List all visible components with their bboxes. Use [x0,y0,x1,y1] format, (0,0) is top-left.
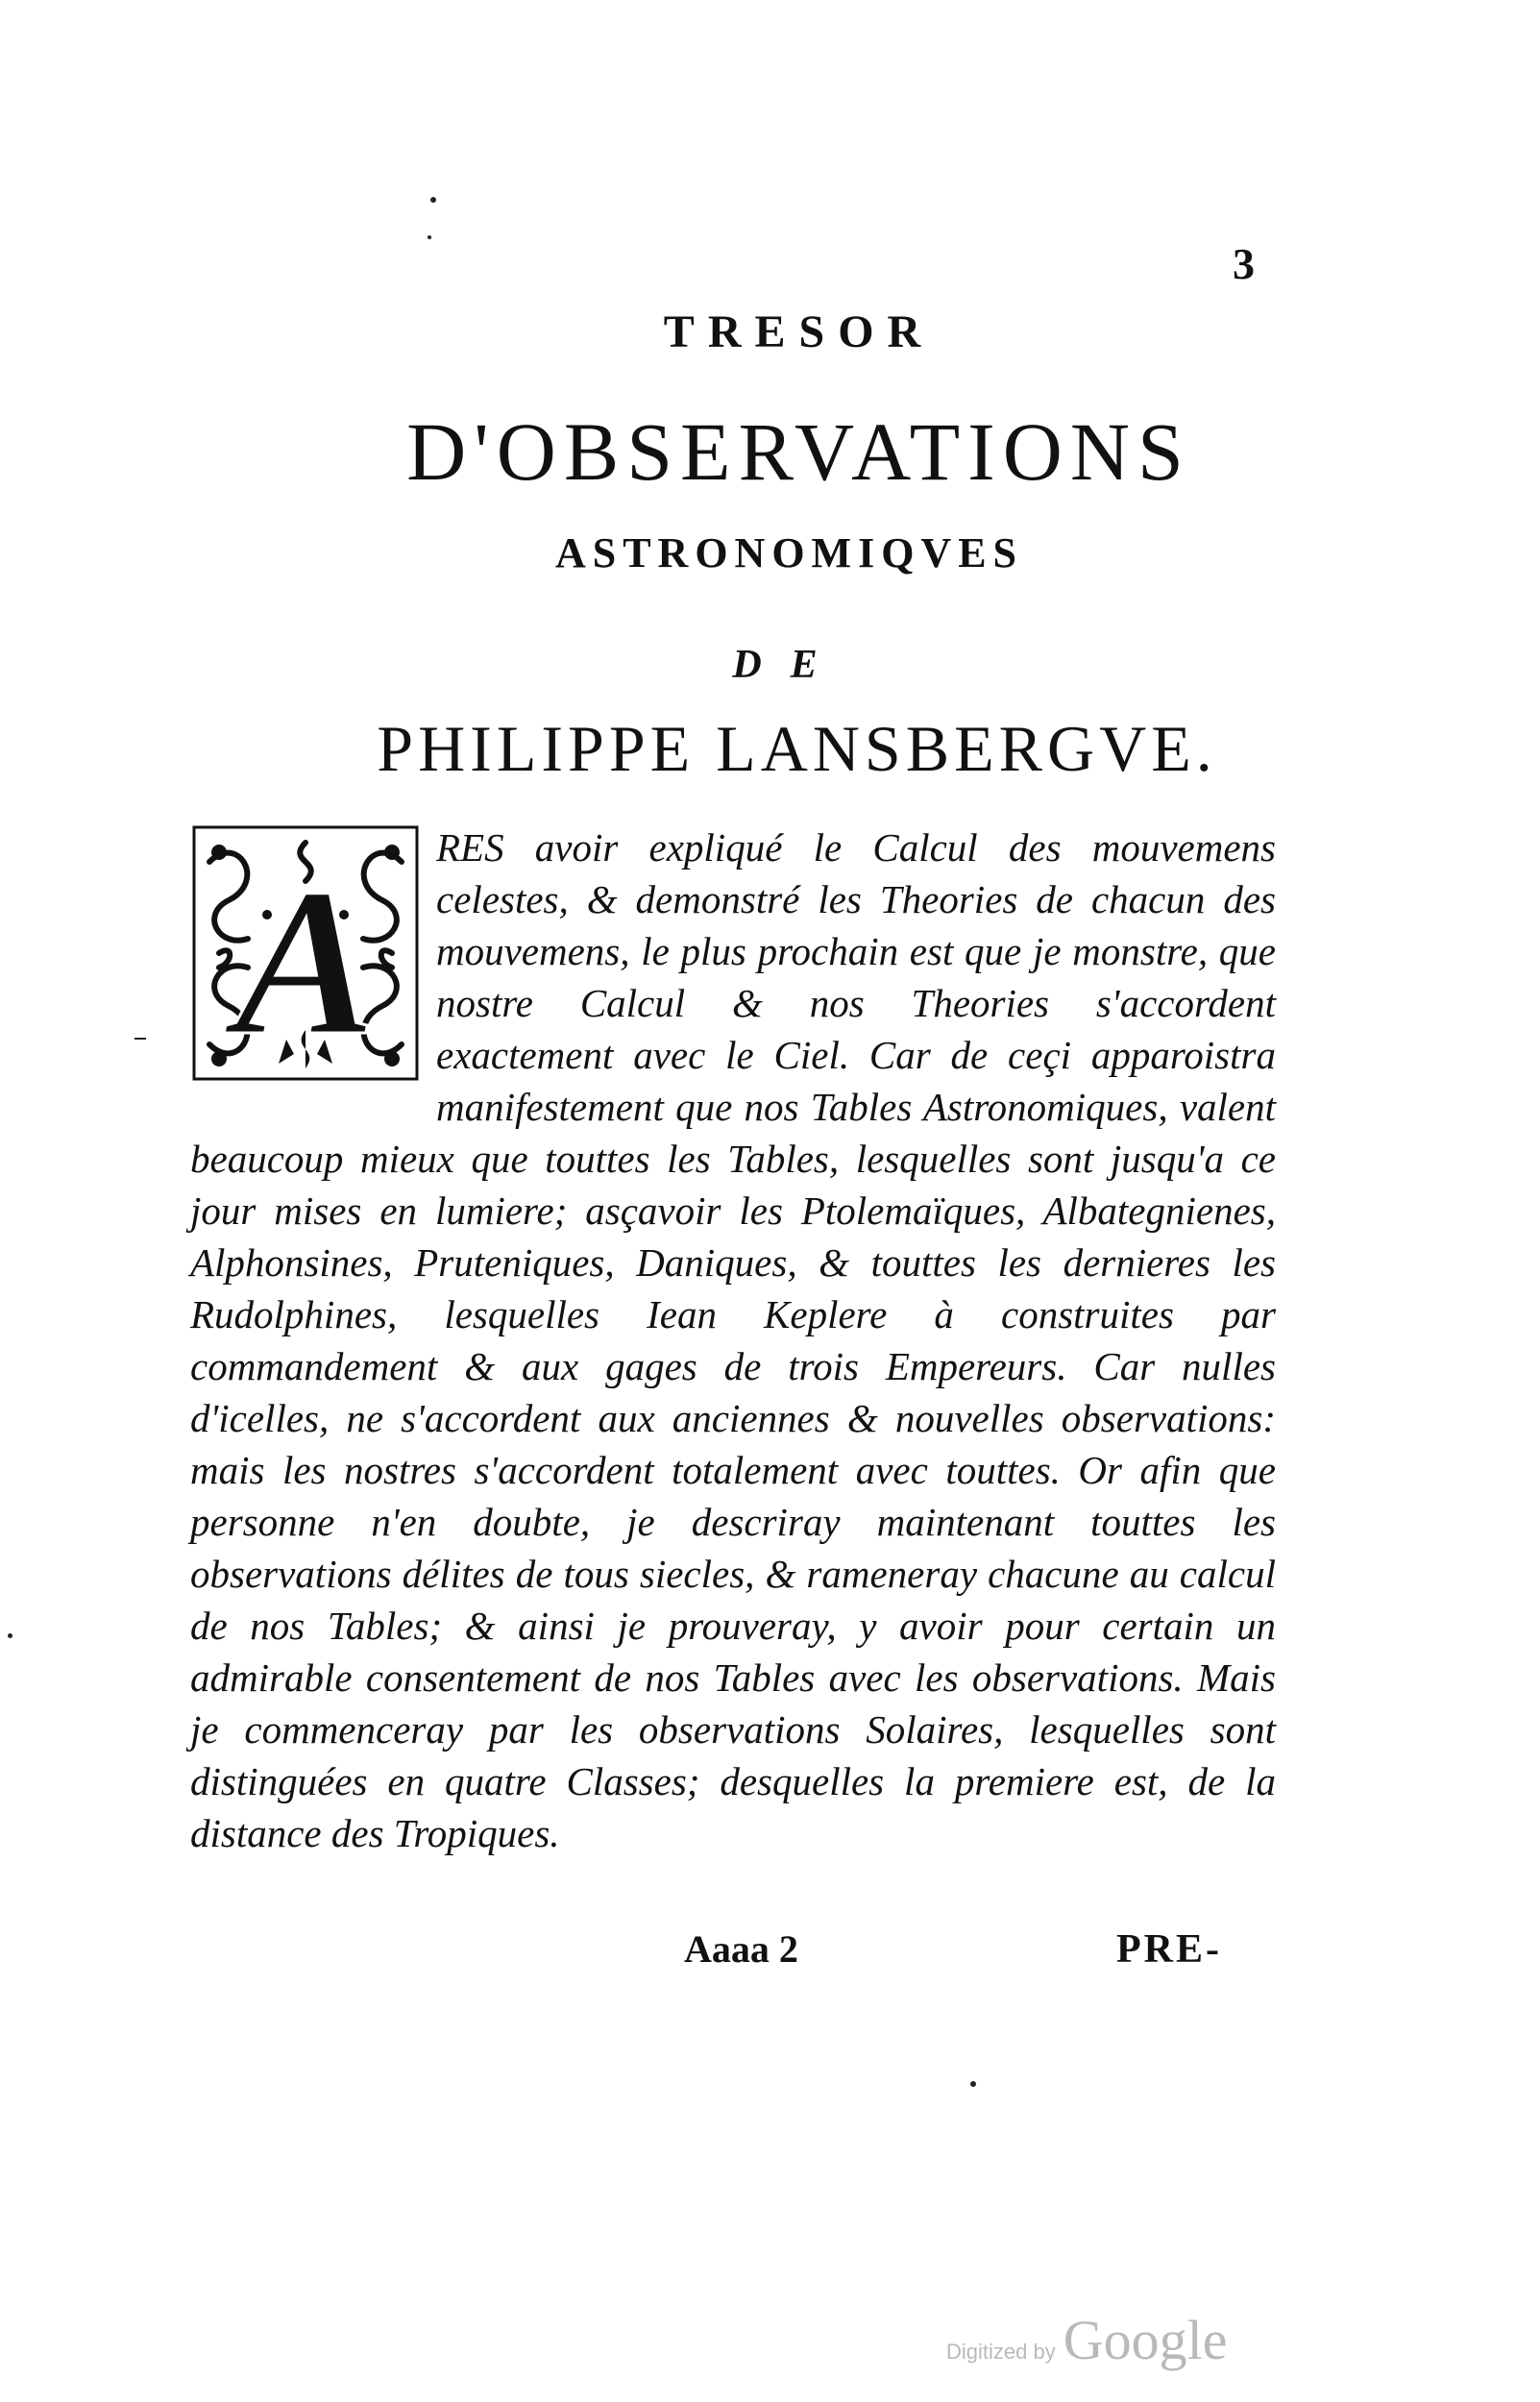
watermark-brand: Google [1063,2309,1228,2371]
title-line-astronomiques: ASTRONOMIQVES [554,529,1024,576]
title-line-tresor: TRESOR [663,306,935,357]
ink-speck [970,2081,976,2087]
page-number: 3 [1233,239,1255,288]
ink-speck [428,235,431,239]
ornamental-drop-cap [190,823,421,1083]
body-text: RES avoir expliqué le Calcul des mouvemens celestes, & demonstré les Theories de chacun des mouvemens, le plus prochain est que je monstre, que nostre Calcul & nos Theories s'accordent exactement avec le Ciel. Car de ceçi apparoistra manifestement que nos Tables Astronomiques, valent beaucoup mieux que touttes les Tables, lesquelles sont jusqu'a ce jour mises en lumiere; asçavoir les Ptolemaïques, Albategnienes, Alphonsines, Pruteniques, Daniques, & touttes les dernieres les Rudolphines, lesquelles Iean Keplere à construites par commandement & aux gages de trois Empereurs. Car nulles d'icelles, ne s'accordent aux anciennes & nouvelles observations: mais les nostres s'accordent totalement avec touttes. Or afin que personne n'en doubte, je descriray maintenant touttes les observations délites de tous siecles, & rameneray chacune au calcul de nos Tables; & ainsi je prouveray, y avoir pour certain un admirable consentement de nos Tables avec les observations. Mais je commenceray par les observations Solaires, lesquelles sont distinguées en quatre Classes; desquelles la premiere est, de la distance des Tropiques. [190,825,1276,1855]
drop-cap-letter: A [234,845,377,1079]
title-line-observations: D'OBSERVATIONS [406,405,1191,498]
ink-speck [8,1633,12,1638]
title-line-de: DE [732,643,846,687]
catchword: PRE- [1116,1927,1222,1972]
watermark-prefix: Digitized by [946,2340,1056,2364]
signature-mark: Aaaa 2 [684,1927,798,1971]
digitized-watermark [946,2308,1227,2372]
body-paragraph [190,821,1276,1859]
title-line-author: PHILIPPE LANSBERGVE. [377,712,1217,785]
ink-speck [134,1038,146,1040]
ink-speck [430,197,436,203]
drop-cap-ornament-icon [190,823,421,1083]
